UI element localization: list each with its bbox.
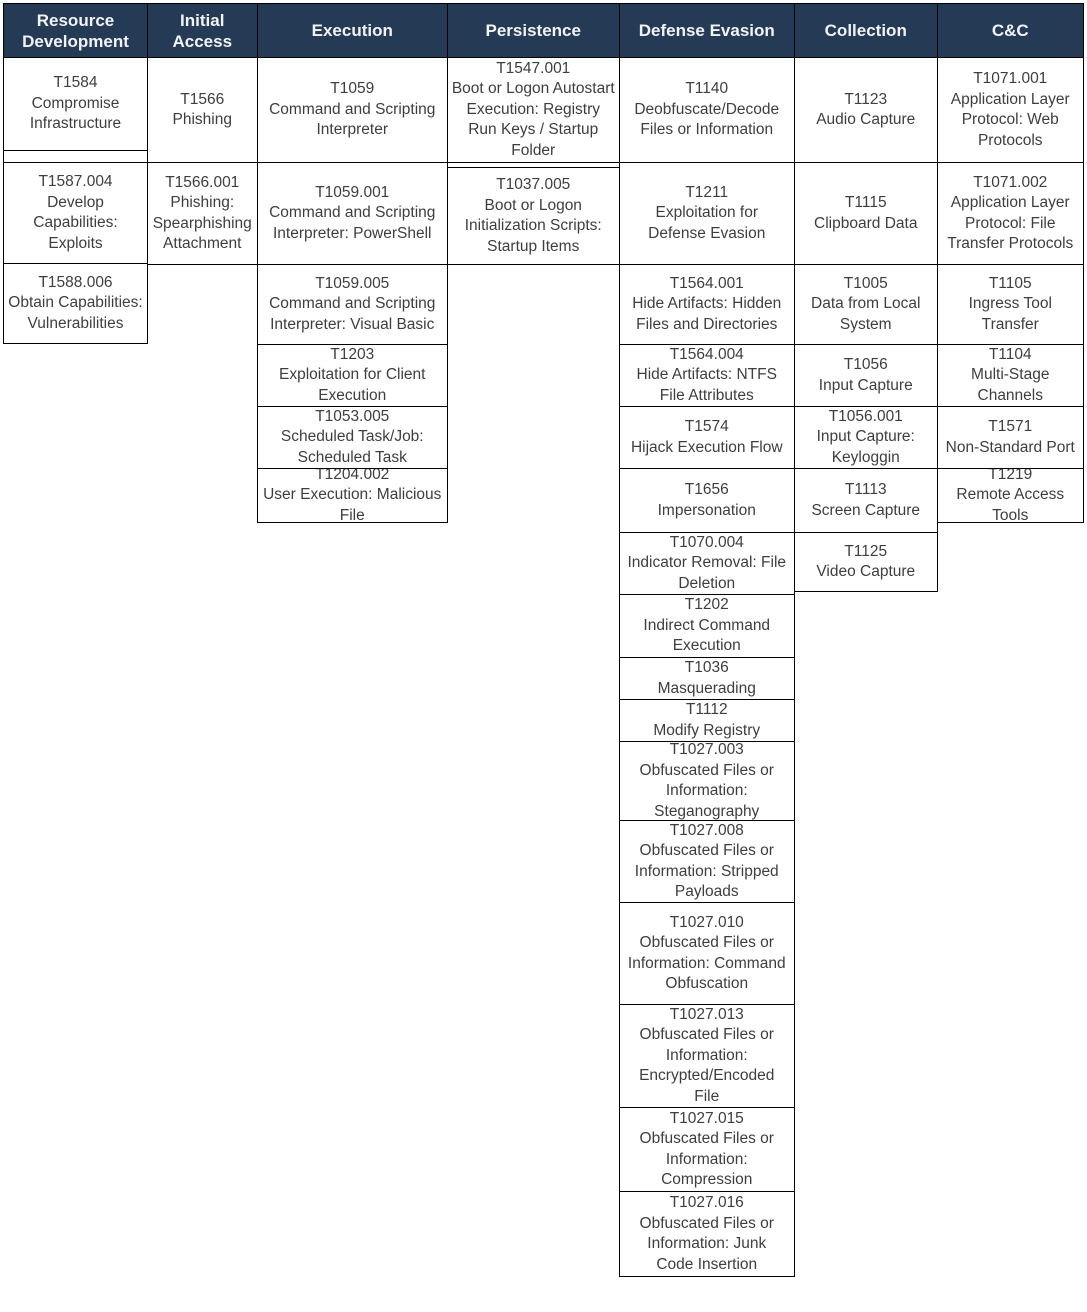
technique-name: Remote Access Tools xyxy=(956,486,1065,523)
tactic-column-resource-development xyxy=(3,3,148,344)
technique-cell-T1547.001 xyxy=(447,58,621,163)
technique-name: Boot or Logon Autostart Execution: Registry Run Keys / Startup Folder xyxy=(451,80,615,159)
technique-name: Exploitation for Client Execution xyxy=(279,366,426,404)
technique-id: T1036 xyxy=(684,659,729,676)
technique-id: T1113 xyxy=(844,481,887,498)
technique-cell-T1656 xyxy=(619,469,796,533)
technique-name: Multi-Stage Channels xyxy=(971,366,1050,404)
technique-id: T1203 xyxy=(330,345,375,363)
technique-name: Command and Scripting Interpreter: Visual Basic xyxy=(269,295,436,333)
technique-name: Obfuscated Files or Information: Compression xyxy=(639,1130,774,1188)
technique-id: T1059.001 xyxy=(315,183,390,201)
technique-cell-T1112 xyxy=(619,700,796,742)
tactic-header-resource-development: Resource Development xyxy=(3,3,148,58)
technique-cell-T1564.004 xyxy=(619,345,796,407)
technique-cell-T1027.010 xyxy=(619,903,796,1005)
technique-id: T1056 xyxy=(843,356,888,373)
technique-name: Obfuscated Files or Information: Steganography xyxy=(639,761,774,820)
technique-id: T1219 xyxy=(988,469,1033,483)
technique-name: Obfuscated Files or Information: Command Obfuscation xyxy=(627,934,786,992)
technique-cell-T1056.001 xyxy=(794,407,939,469)
technique-name: Modify Registry xyxy=(653,721,761,739)
technique-id: T1105 xyxy=(988,274,1032,292)
tactic-column-initial-access xyxy=(147,3,259,265)
technique-id: T1204.002 xyxy=(315,469,390,483)
technique-name: Input Capture xyxy=(818,376,913,394)
technique-name: Compromise Infrastructure xyxy=(29,94,122,133)
technique-name: Data from Local System xyxy=(811,295,921,333)
technique-cell-T1203 xyxy=(257,345,449,407)
technique-id: T1566.001 xyxy=(165,173,240,191)
technique-id: T1564.004 xyxy=(669,345,744,363)
technique-id: T1059 xyxy=(330,80,375,98)
technique-cell-T1027.003 xyxy=(619,742,796,821)
technique-cell-T1053.005 xyxy=(257,407,449,469)
technique-cell-T1059.001 xyxy=(257,163,449,265)
technique-name: Hijack Execution Flow xyxy=(630,438,783,456)
tactic-header-defense-evasion: Defense Evasion xyxy=(619,3,796,58)
technique-id: T1027.008 xyxy=(669,821,744,839)
technique-id: T1656 xyxy=(684,481,729,498)
technique-id: T1027.003 xyxy=(669,742,744,758)
technique-id: T1027.010 xyxy=(669,913,744,931)
technique-cell-T1574 xyxy=(619,407,796,469)
technique-name: Deobfuscate/Decode Files or Information xyxy=(634,100,780,139)
tactic-column-execution xyxy=(257,3,449,523)
technique-name: Input Capture: Keyloggin xyxy=(816,428,915,466)
technique-name: Command and Scripting Interpreter: PowerShell xyxy=(269,204,436,242)
technique-id: T1027.015 xyxy=(669,1109,744,1127)
technique-name: Exploitation for Defense Evasion xyxy=(648,204,766,242)
technique-cell-T1566.001 xyxy=(147,163,259,265)
tactic-header-execution: Execution xyxy=(257,3,449,58)
tactic-column-c-c xyxy=(937,3,1085,523)
technique-id: T1071.002 xyxy=(973,173,1048,191)
technique-name: Screen Capture xyxy=(811,501,921,519)
technique-id: T1115 xyxy=(844,194,887,211)
technique-cell-T1027.013 xyxy=(619,1005,796,1108)
technique-cell-T1027.016 xyxy=(619,1192,796,1277)
technique-id: T1059.005 xyxy=(315,274,390,292)
tactic-header-initial-access: Initial Access xyxy=(147,3,259,58)
technique-cell-T1219 xyxy=(937,469,1085,523)
technique-cell-T1113 xyxy=(794,469,939,533)
technique-cell-T1071.002 xyxy=(937,163,1085,265)
technique-name: Obfuscated Files or Information: Encrypted/Encoded File xyxy=(639,1026,775,1105)
technique-cell-T1071.001 xyxy=(937,58,1085,163)
tactic-column-collection xyxy=(794,3,939,592)
technique-id: T1140 xyxy=(685,80,729,98)
technique-name: Develop Capabilities: Exploits xyxy=(33,193,118,252)
technique-cell-T1037.005 xyxy=(447,167,621,265)
technique-id: T1071.001 xyxy=(973,70,1048,87)
technique-name: User Execution: Malicious File xyxy=(263,486,442,523)
technique-cell-T1036 xyxy=(619,658,796,700)
technique-id: T1587.004 xyxy=(38,173,113,190)
technique-name: Phishing xyxy=(172,111,232,128)
technique-id: T1125 xyxy=(844,542,888,560)
technique-name: Non-Standard Port xyxy=(945,438,1075,456)
technique-name: Obfuscated Files or Information: Junk Code Insertion xyxy=(639,1214,774,1273)
technique-cell-T1566 xyxy=(147,58,259,163)
technique-name: Hide Artifacts: NTFS File Attributes xyxy=(636,366,777,404)
technique-cell-T1140 xyxy=(619,58,796,163)
technique-id: T1027.013 xyxy=(669,1005,744,1023)
technique-cell-T1104 xyxy=(937,345,1085,407)
technique-id: T1037.005 xyxy=(496,176,571,193)
technique-cell-T1105 xyxy=(937,265,1085,345)
technique-cell-T1571 xyxy=(937,407,1085,469)
technique-id: T1053.005 xyxy=(315,407,390,425)
technique-cell-T1202 xyxy=(619,595,796,658)
technique-id: T1564.001 xyxy=(669,274,744,292)
tactic-column-defense-evasion xyxy=(619,3,796,1277)
technique-name: Scheduled Task/Job: Scheduled Task xyxy=(280,428,424,466)
technique-cell-T1027.015 xyxy=(619,1108,796,1192)
technique-name: Command and Scripting Interpreter xyxy=(269,100,436,139)
technique-id: T1574 xyxy=(684,418,729,435)
technique-id: T1547.001 xyxy=(496,59,571,77)
tactic-header-collection: Collection xyxy=(794,3,939,58)
technique-id: T1566 xyxy=(180,90,225,108)
technique-cell-T1059.005 xyxy=(257,265,449,345)
technique-cell-T1027.008 xyxy=(619,821,796,903)
technique-cell-T1056 xyxy=(794,345,939,407)
technique-cell-T1115 xyxy=(794,163,939,265)
technique-cell-T1588.006 xyxy=(3,264,148,344)
technique-name: Indicator Removal: File Deletion xyxy=(627,554,787,592)
technique-name: Phishing: Spearphishing Attachment xyxy=(152,194,252,252)
technique-cell-T1204.002 xyxy=(257,469,449,523)
attack-matrix xyxy=(3,3,1084,1277)
technique-id: T1112 xyxy=(685,701,728,718)
technique-id: T1123 xyxy=(844,90,888,108)
technique-cell-T1587.004 xyxy=(3,162,148,264)
technique-cell-T1564.001 xyxy=(619,265,796,345)
technique-cell-T1125 xyxy=(794,533,939,592)
technique-name: Application Layer Protocol: File Transfer Protocols xyxy=(947,194,1074,252)
technique-name: Masquerading xyxy=(657,679,756,697)
technique-cell-T1123 xyxy=(794,58,939,163)
technique-name: Video Capture xyxy=(816,563,916,580)
technique-cell-T1584 xyxy=(3,58,148,151)
technique-cell-T1211 xyxy=(619,163,796,265)
technique-id: T1202 xyxy=(684,596,729,614)
technique-name: Clipboard Data xyxy=(814,214,918,232)
technique-id: T1571 xyxy=(988,418,1033,435)
technique-id: T1070.004 xyxy=(669,533,744,551)
technique-id: T1056.001 xyxy=(828,407,903,425)
tactic-column-persistence xyxy=(447,3,621,265)
technique-name: Audio Capture xyxy=(816,111,916,128)
technique-id: T1104 xyxy=(988,345,1032,363)
technique-id: T1027.016 xyxy=(669,1194,744,1211)
technique-id: T1211 xyxy=(685,183,729,201)
technique-cell-T1005 xyxy=(794,265,939,345)
technique-cell-T1059 xyxy=(257,58,449,163)
technique-id: T1584 xyxy=(53,74,98,92)
technique-name: Ingress Tool Transfer xyxy=(968,295,1052,333)
tactic-header-c-c: C&C xyxy=(937,3,1085,58)
column-spacer xyxy=(3,151,148,162)
technique-name: Obtain Capabilities: Vulnerabilities xyxy=(8,294,143,332)
technique-name: Hide Artifacts: Hidden Files and Directories xyxy=(632,295,782,333)
technique-id: T1588.006 xyxy=(38,273,113,291)
technique-name: Indirect Command Execution xyxy=(643,616,771,655)
technique-name: Boot or Logon Initialization Scripts: Startup Items xyxy=(464,196,602,255)
technique-name: Impersonation xyxy=(657,501,756,519)
technique-name: Obfuscated Files or Information: Stripped Payloads xyxy=(634,842,779,900)
technique-id: T1005 xyxy=(843,274,888,292)
technique-cell-T1070.004 xyxy=(619,533,796,595)
technique-name: Application Layer Protocol: Web Protocols xyxy=(950,90,1070,149)
tactic-header-persistence: Persistence xyxy=(447,3,621,58)
